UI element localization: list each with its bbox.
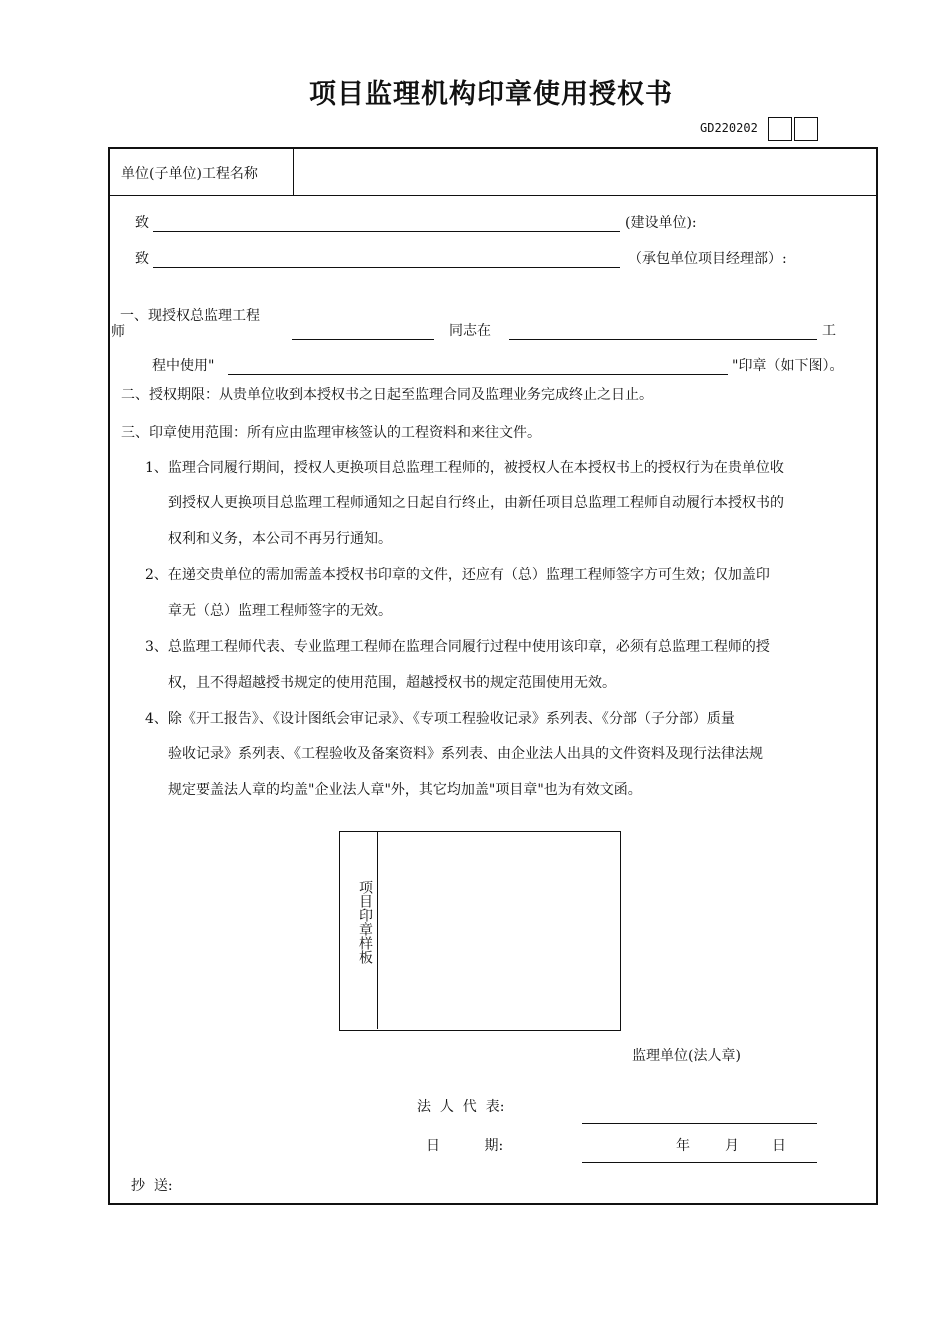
stamp-divider: [377, 831, 378, 1029]
seal-name-line[interactable]: [228, 374, 728, 375]
cell-divider: [293, 149, 294, 195]
stamp-label: 项目印章样板: [357, 880, 373, 964]
item1-line3: 权利和义务，本公司不再另行通知。: [168, 531, 392, 547]
legal-rep-line[interactable]: [582, 1123, 817, 1124]
item1-line2: 到授权人更换项目总监理工程师通知之日起自行终止，由新任项目总监理工程师自动履行本授权书的: [168, 495, 784, 511]
item2-line1: 2、在递交贵单位的需加需盖本授权书印章的文件，还应有（总）监理工程师签字方可生效；仅加盖印: [145, 567, 770, 583]
project-char: 工: [822, 323, 836, 339]
to-label-owner: 致: [135, 215, 149, 231]
contractor-name-line[interactable]: [153, 267, 620, 268]
row-divider: [110, 195, 876, 196]
form-code: GD220202: [700, 121, 758, 135]
code-box-2[interactable]: [794, 117, 818, 141]
item3-line1: 3、总监理工程师代表、专业监理工程师在监理合同履行过程中使用该印章，必须有总监理工程师的授: [145, 639, 770, 655]
clause1-text: 一、现授权总监理工程: [120, 308, 260, 324]
date-line[interactable]: [582, 1162, 817, 1163]
item4-line1: 4、除《开工报告》、《设计图纸会审记录》、《专项工程验收记录》系列表、《分部（子分部）质量: [145, 711, 735, 727]
stamp-sample-box: [339, 831, 621, 1031]
project-line[interactable]: [509, 339, 817, 340]
date-year: 年: [676, 1138, 690, 1154]
clause1-line2-suffix: "印章（如下图）。: [732, 358, 844, 374]
supervisor-unit-label: 监理单位(法人章): [632, 1048, 741, 1064]
clause2-text: 二、授权期限：从贵单位收到本授权书之日起至监理合同及监理业务完成终止之日止。: [121, 387, 653, 403]
item3-line2: 权，且不得超越授书规定的使用范围，超越授权书的规定范围使用无效。: [168, 675, 616, 691]
clause3-text: 三、印章使用范围：所有应由监理审核签认的工程资料和来往文件。: [121, 425, 541, 441]
contractor-suffix: （承包单位项目经理部）:: [628, 251, 787, 267]
to-label-contractor: 致: [135, 251, 149, 267]
comrade-text: 同志在: [449, 323, 491, 339]
date-label: 日 期:: [426, 1138, 504, 1154]
project-name-label: 单位(子单位)工程名称: [121, 166, 258, 182]
item2-line2: 章无（总）监理工程师签字的无效。: [168, 603, 392, 619]
date-day: 日: [772, 1138, 786, 1154]
clause1-wrap: 师: [111, 324, 125, 340]
code-box-1[interactable]: [768, 117, 792, 141]
item4-line2: 验收记录》系列表、《工程验收及备案资料》系列表、由企业法人出具的文件资料及现行法律法规: [168, 746, 763, 762]
legal-rep-label: 法 人 代 表:: [417, 1099, 505, 1115]
date-month: 月: [725, 1138, 739, 1154]
item1-line1: 1、监理合同履行期间，授权人更换项目总监理工程师的，被授权人在本授权书上的授权行为在贵单位收: [145, 460, 784, 476]
page-title: 项目监理机构印章使用授权书: [309, 79, 673, 110]
item4-line3: 规定要盖法人章的均盖"企业法人章"外，其它均加盖"项目章"也为有效文函。: [168, 782, 642, 798]
owner-name-line[interactable]: [153, 231, 620, 232]
cc-label: 抄 送:: [131, 1178, 173, 1194]
clause1-line2-prefix: 程中使用": [152, 358, 215, 374]
chief-engineer-line[interactable]: [292, 339, 434, 340]
owner-suffix: (建设单位):: [625, 215, 697, 231]
